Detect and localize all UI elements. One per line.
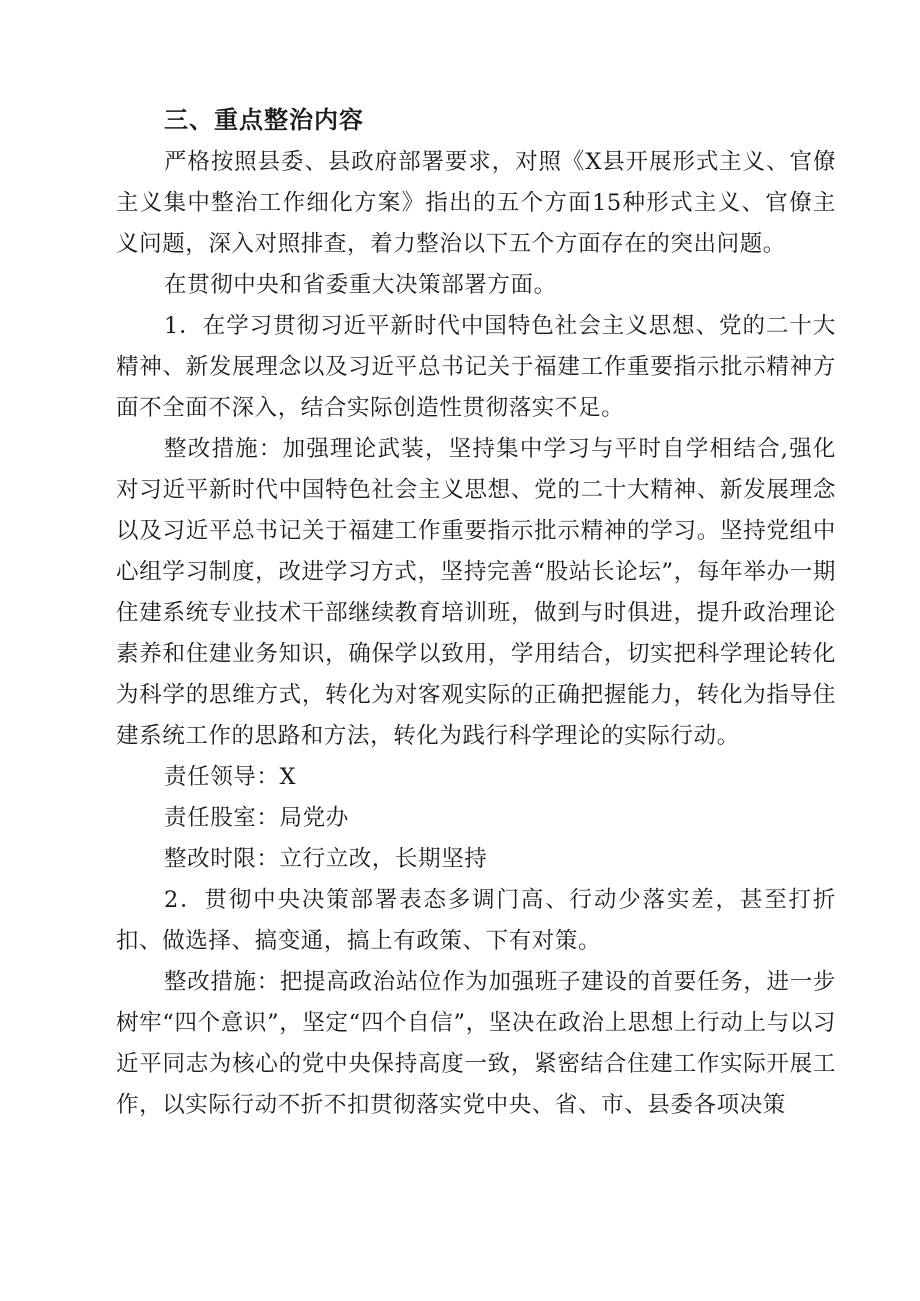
issue-1-paragraph: 1．在学习贯彻习近平新时代中国特色社会主义思想、党的二十大精神、新发展理念以及习近平总书记关于福建工作重要指示批示精神方面不全面不深入，结合实际创造性贯彻落实不足。 xyxy=(116,313,836,421)
measures-1-paragraph: 整改措施：加强理论武装，坚持集中学习与平时自学相结合,强化对习近平新时代中国特色社会主义思想、党的二十大精神、新发展理念以及习近平总书记关于福建工作重要指示批示精神的学习。坚持党组中心组学习制度，改进学习方式，坚持完善“股站长论坛”，每年举办一期住建系统专业技术干部继续教育培训班，做到与时俱进，提升政治理论素养和住建业务知识，确保学以致用，学用结合，切实把科学理论转化为科学的思维方式，转化为对客观实际的正确把握能力，转化为指导住建系统工作的思路和方法，转化为践行科学理论的实际行动。 xyxy=(116,436,836,749)
subsection-title: 在贯彻中央和省委重大决策部署方面。 xyxy=(164,272,557,298)
intro-paragraph: 严格按照县委、县政府部署要求，对照《X县开展形式主义、官僚主义集中整治工作细化方案》指出的五个方面15种形式主义、官僚主义问题，深入对照排查，着力整治以下五个方面存在的突出问题。 xyxy=(116,149,836,257)
deadline: 整改时限：立行立改，长期坚持 xyxy=(164,846,488,872)
measures-2-paragraph: 整改措施：把提高政治站位作为加强班子建设的首要任务，进一步树牢“四个意识”，坚定“四个自信”，坚决在政治上思想上行动上与以习近平同志为核心的党中央保持高度一致，紧密结合住建工作实际开展工作，以实际行动不折不扣贯彻落实党中央、省、市、县委各项决策 xyxy=(116,969,836,1118)
issue-2-paragraph: 2．贯彻中央决策部署表态多调门高、行动少落实差，甚至打折扣、做选择、搞变通，搞上有政策、下有对策。 xyxy=(116,887,836,954)
responsible-leader: 责任领导：X xyxy=(164,764,297,790)
section-heading: 三、重点整治内容 xyxy=(164,106,364,134)
responsible-office: 责任股室：局党办 xyxy=(164,805,349,831)
document-body xyxy=(116,98,836,1126)
